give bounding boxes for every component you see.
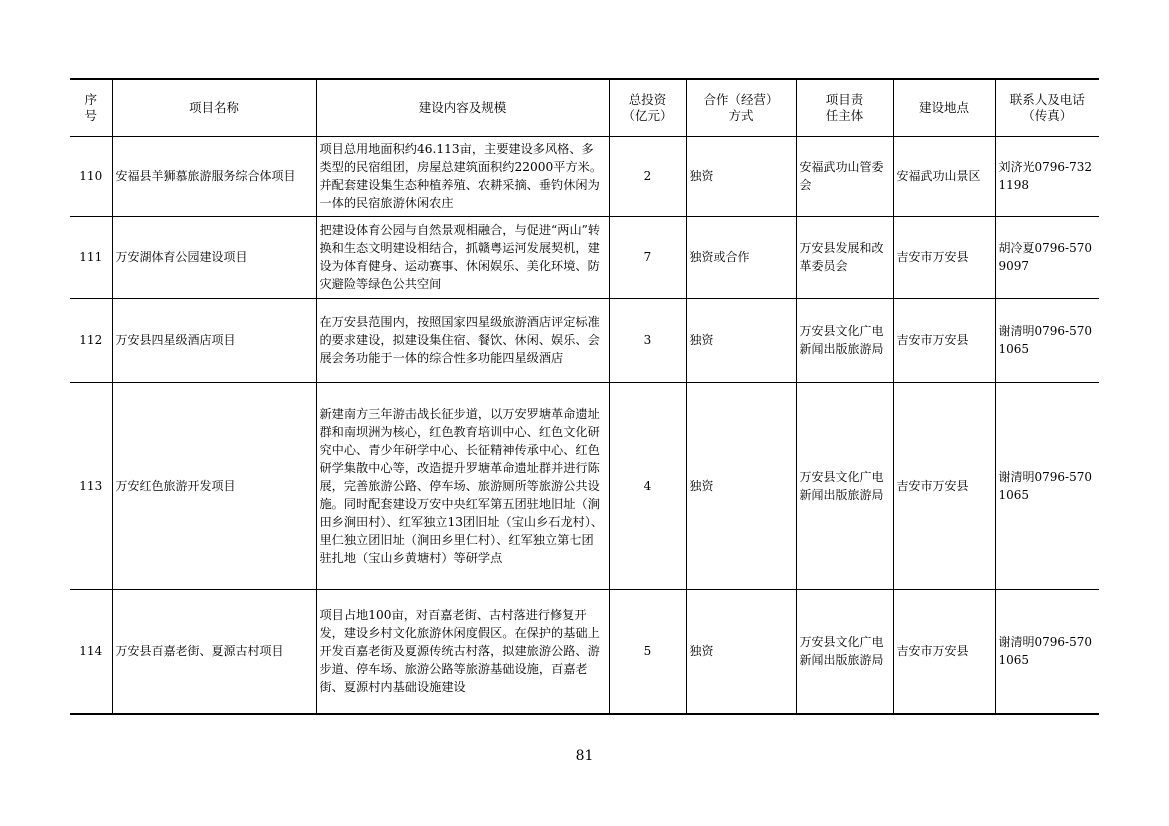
header-mode-line2: 方式 (728, 107, 754, 123)
cell-name: 万安湖体育公园建设项目 (112, 216, 316, 298)
cell-owner: 万安县文化广电新闻出版旅游局 (796, 382, 893, 589)
cell-content: 项目总用地面积约46.113亩，主要建设多风格、多类型的民宿组团，房屋总建筑面积约22000平方米。并配套建设集生态种植养殖、农耕采摘、垂钓休闲为一体的民宿旅游休闲农庄 (316, 136, 609, 216)
header-seq (70, 79, 112, 136)
table-row (70, 589, 1099, 714)
cell-contact: 刘济光0796-7321198 (995, 136, 1099, 216)
header-investment-line2: （亿元） (622, 107, 673, 123)
cell-contact: 胡冷夏0796-5709097 (995, 216, 1099, 298)
header-location (893, 79, 995, 136)
cell-owner: 万安县文化广电新闻出版旅游局 (796, 589, 893, 714)
cell-mode: 独资 (686, 298, 796, 382)
table-row (70, 136, 1099, 216)
cell-investment: 2 (609, 136, 686, 216)
cell-location: 吉安市万安县 (893, 382, 995, 589)
cell-name: 万安红色旅游开发项目 (112, 382, 316, 589)
cell-mode: 独资 (686, 589, 796, 714)
header-owner-line2: 任主体 (825, 107, 864, 123)
cell-location: 吉安市万安县 (893, 298, 995, 382)
header-investment-line1: 总投资 (628, 91, 667, 107)
header-investment (609, 79, 686, 136)
header-content (316, 79, 609, 136)
cell-name: 安福县羊狮慕旅游服务综合体项目 (112, 136, 316, 216)
projects-table (70, 78, 1099, 715)
cell-mode: 独资或合作 (686, 216, 796, 298)
cell-owner: 万安县文化广电新闻出版旅游局 (796, 298, 893, 382)
cell-mode: 独资 (686, 382, 796, 589)
header-seq-line1: 序 (84, 91, 97, 107)
cell-contact: 谢清明0796-5701065 (995, 589, 1099, 714)
table-row (70, 216, 1099, 298)
cell-owner: 万安县发展和改革委员会 (796, 216, 893, 298)
header-mode-line1: 合作（经营） (703, 91, 779, 107)
cell-owner: 安福武功山管委会 (796, 136, 893, 216)
cell-seq: 111 (70, 216, 112, 298)
cell-contact: 谢清明0796-5701065 (995, 298, 1099, 382)
header-location-line1: 建设地点 (918, 99, 969, 115)
cell-seq: 114 (70, 589, 112, 714)
header-row (70, 79, 1099, 136)
page-number: 81 (575, 748, 594, 764)
header-mode (686, 79, 796, 136)
cell-mode: 独资 (686, 136, 796, 216)
cell-name: 万安县四星级酒店项目 (112, 298, 316, 382)
table-row (70, 382, 1099, 589)
cell-content: 在万安县范围内，按照国家四星级旅游酒店评定标准的要求建设，拟建设集住宿、餐饮、休闲、娱乐、会展会务功能于一体的综合性多功能四星级酒店 (316, 298, 609, 382)
cell-location: 吉安市万安县 (893, 216, 995, 298)
header-owner (796, 79, 893, 136)
cell-content: 把建设体育公园与自然景观相融合，与促进“两山”转换和生态文明建设相结合，抓赣粤运河发展契机，建设为体育健身、运动赛事、休闲娱乐、美化环境、防灾避险等绿色公共空间 (316, 216, 609, 298)
cell-investment: 3 (609, 298, 686, 382)
header-contact (995, 79, 1099, 136)
cell-investment: 4 (609, 382, 686, 589)
cell-name: 万安县百嘉老街、夏源古村项目 (112, 589, 316, 714)
cell-seq: 113 (70, 382, 112, 589)
header-seq-line2: 号 (84, 107, 97, 123)
cell-investment: 5 (609, 589, 686, 714)
header-content-line1: 建设内容及规模 (418, 99, 507, 115)
header-owner-line1: 项目责 (825, 91, 864, 107)
cell-location: 安福武功山景区 (893, 136, 995, 216)
cell-seq: 112 (70, 298, 112, 382)
cell-content: 项目占地100亩，对百嘉老街、古村落进行修复开发，建设乡村文化旅游休闲度假区。在保护的基础上开发百嘉老街及夏源传统古村落，拟建旅游公路、游步道、停车场、旅游公路等旅游基础设施，百嘉老街、夏源村内基础设施建设 (316, 589, 609, 714)
header-name (112, 79, 316, 136)
header-name-line1: 项目名称 (188, 99, 239, 115)
cell-investment: 7 (609, 216, 686, 298)
cell-content: 新建南方三年游击战长征步道，以万安罗塘革命遗址群和南坝洲为核心，红色教育培训中心、红色文化研究中心、青少年研学中心、长征精神传承中心、红色研学集散中心等，改造提升罗塘革命遗址群并进行陈展，完善旅游公路、停车场、旅游厕所等旅游公共设施。同时配套建设万安中央红军第五团驻地旧址（涧田乡涧田村）、红军独立13团旧址（宝山乡石龙村）、里仁独立团旧址（涧田乡里仁村）、红军独立第七团驻扎地（宝山乡黄塘村）等研学点 (316, 382, 609, 589)
cell-contact: 谢清明0796-5701065 (995, 382, 1099, 589)
cell-location: 吉安市万安县 (893, 589, 995, 714)
header-contact-line2: （传真） (1022, 107, 1073, 123)
table-row (70, 298, 1099, 382)
header-contact-line1: 联系人及电话 (1009, 91, 1085, 107)
cell-seq: 110 (70, 136, 112, 216)
